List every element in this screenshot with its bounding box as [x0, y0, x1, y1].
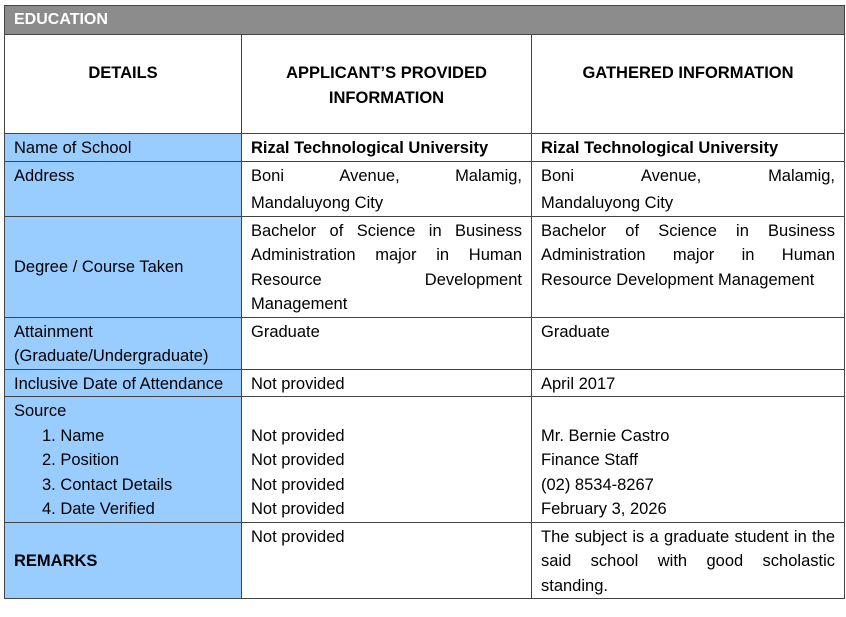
- gathered-address-line1: Boni Avenue, Malamig,: [541, 166, 835, 185]
- label-remarks: REMARKS: [5, 522, 242, 599]
- applicant-degree: Bachelor of Science in Business Administration major in Human Resource Development Management: [242, 216, 532, 317]
- gathered-degree: Bachelor of Science in Business Administration major in Human Resource Development Management: [532, 216, 845, 317]
- applicant-source-contact: Not provided: [251, 475, 345, 494]
- spacer: [251, 399, 522, 424]
- gathered-source-date: February 3, 2026: [541, 500, 667, 518]
- title-row: [5, 6, 845, 35]
- source-item-name: 1. Name: [42, 426, 105, 445]
- applicant-dates: Not provided: [242, 369, 532, 397]
- section-title: EDUCATION: [5, 6, 845, 35]
- applicant-source-name: Not provided: [251, 426, 345, 445]
- gathered-attainment: Graduate: [532, 317, 845, 369]
- header-applicant: APPLICANT’S PROVIDED INFORMATION: [242, 35, 532, 134]
- education-table: [4, 5, 845, 599]
- applicant-address-line1: Boni Avenue, Malamig,: [251, 166, 522, 185]
- source-label: Source: [14, 402, 67, 420]
- gathered-address-line2: Mandaluyong City: [541, 194, 674, 212]
- row-degree: [5, 216, 845, 317]
- header-details: DETAILS: [5, 35, 242, 134]
- applicant-school: Rizal Technological University: [242, 134, 532, 162]
- applicant-attainment: Graduate: [242, 317, 532, 369]
- gathered-source-position: Finance Staff: [541, 451, 638, 469]
- label-attainment: Attainment (Graduate/Undergraduate): [5, 317, 242, 369]
- row-source: [5, 397, 845, 523]
- gathered-source-name: Mr. Bernie Castro: [541, 426, 670, 445]
- applicant-source-position: Not provided: [251, 451, 345, 469]
- gathered-remarks: The subject is a graduate student in the said school with good scholastic standing.: [532, 522, 845, 599]
- label-source: [5, 397, 242, 523]
- gathered-dates: April 2017: [532, 369, 845, 397]
- label-degree: Degree / Course Taken: [5, 216, 242, 317]
- applicant-source: [242, 397, 532, 523]
- applicant-remarks: Not provided: [242, 522, 532, 599]
- gathered-address: [532, 161, 845, 216]
- source-item-contact: 3. Contact Details: [42, 475, 173, 494]
- spacer: [541, 399, 835, 424]
- header-row: [5, 35, 845, 134]
- label-school: Name of School: [5, 134, 242, 162]
- applicant-address-line2: Mandaluyong City: [251, 194, 384, 212]
- applicant-source-date: Not provided: [251, 500, 345, 518]
- source-item-position: 2. Position: [42, 451, 120, 469]
- applicant-address: [242, 161, 532, 216]
- row-dates: [5, 369, 845, 397]
- row-school: [5, 134, 845, 162]
- gathered-source: [532, 397, 845, 523]
- gathered-school: Rizal Technological University: [532, 134, 845, 162]
- label-dates: Inclusive Date of Attendance: [5, 369, 242, 397]
- header-gathered: GATHERED INFORMATION: [532, 35, 845, 134]
- source-item-date: 4. Date Verified: [42, 500, 155, 518]
- row-address: [5, 161, 845, 216]
- row-remarks: [5, 522, 845, 599]
- gathered-source-contact: (02) 8534-8267: [541, 475, 654, 494]
- education-section: [4, 5, 844, 599]
- label-address: Address: [5, 161, 242, 216]
- row-attainment: [5, 317, 845, 369]
